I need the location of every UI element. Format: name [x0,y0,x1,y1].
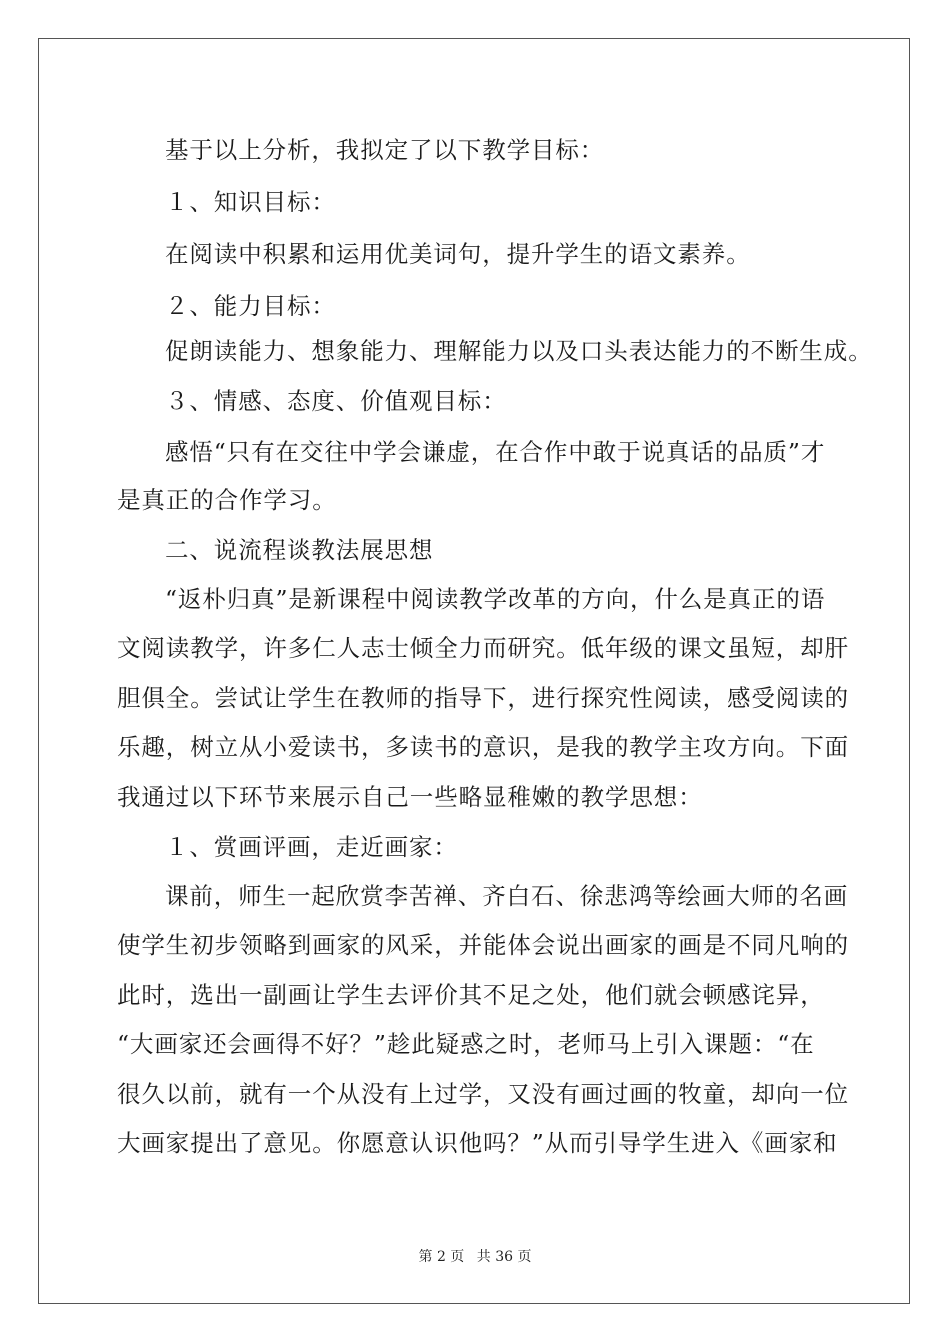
page-border [38,38,910,1304]
text-line: 此时，选出一副画让学生去评价其不足之处，他们就会顿感诧异， [117,981,825,1009]
text-line: １、赏画评画，走近画家： [165,833,458,861]
text-line: 乐趣，树立从小爱读书，多读书的意识，是我的教学主攻方向。下面 [117,733,849,761]
page-total: 共 36 页 [476,1249,532,1265]
text-line: 使学生初步领略到画家的风采，并能体会说出画家的画是不同凡响的 [117,931,849,959]
text-line: 文阅读教学，许多仁人志士倾全力而研究。低年级的课文虽短，却肝 [117,634,849,662]
text-line: 大画家提出了意见。你愿意认识他吗？”从而引导学生进入《画家和 [117,1129,838,1157]
text-line: 基于以上分析，我拟定了以下教学目标： [165,136,605,164]
page-number: 第 2 页 [418,1249,465,1265]
text-line: 是真正的合作学习。 [117,486,337,514]
text-line: 在阅读中积累和运用优美词句，提升学生的语文素养。 [165,240,751,268]
text-line: １、知识目标： [165,188,336,216]
text-line: 胆俱全。尝试让学生在教师的指导下，进行探究性阅读，感受阅读的 [117,684,849,712]
text-line: 课前，师生一起欣赏李苦禅、齐白石、徐悲鸿等绘画大师的名画 [165,882,849,910]
text-line: 很久以前，就有一个从没有上过学，又没有画过画的牧童，却向一位 [117,1080,849,1108]
section-heading: 二、说流程谈教法展思想 [165,536,434,564]
text-line: “大画家还会画得不好？”趁此疑惑之时，老师马上引入课题：“在 [117,1030,815,1058]
text-line: 我通过以下环节来展示自己一些略显稚嫩的教学思想： [117,783,703,811]
text-line: 感悟“只有在交往中学会谦虚，在合作中敢于说真话的品质”才 [165,438,826,466]
text-line: 促朗读能力、想象能力、理解能力以及口头表达能力的不断生成。 [165,337,873,365]
page-footer [0,1249,950,1265]
text-line: ３、情感、态度、价值观目标： [165,387,507,415]
text-line: “返朴归真”是新课程中阅读教学改革的方向，什么是真正的语 [165,585,826,613]
text-line: ２、能力目标： [165,292,336,320]
